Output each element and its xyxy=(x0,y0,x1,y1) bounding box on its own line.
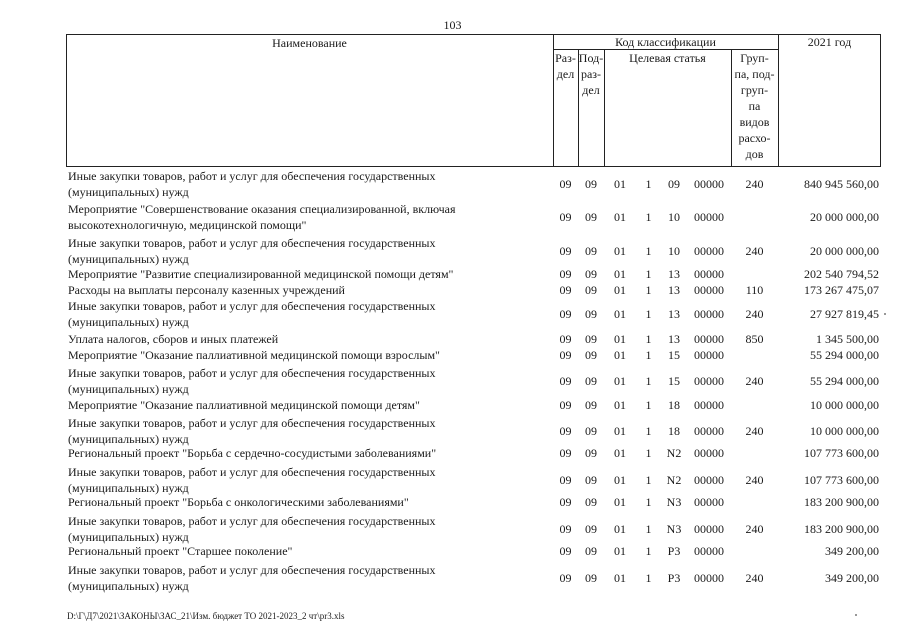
row-cs4: 00000 xyxy=(694,473,724,487)
row-vid: 240 xyxy=(745,424,764,438)
header-group-line: Груп- xyxy=(740,51,769,65)
table-row xyxy=(66,168,905,201)
row-name: Иные закупки товаров, работ и услуг для обеспечения государственных (муниципальных) нужд xyxy=(68,366,436,396)
header-podrazdel-line: дел xyxy=(582,83,600,97)
row-cs1: 01 xyxy=(614,398,626,412)
table-row xyxy=(66,331,905,347)
row-name: Иные закупки товаров, работ и услуг для обеспечения государственных (муниципальных) нужд xyxy=(68,236,436,266)
row-cs4: 00000 xyxy=(694,267,724,281)
row-amount: 349 200,00 xyxy=(825,571,879,585)
row-name: Мероприятие "Оказание паллиативной медицинской помощи взрослым" xyxy=(68,348,440,362)
row-cs2: 1 xyxy=(645,473,652,487)
header-border-left xyxy=(66,34,67,167)
row-amount: 27 927 819,45 xyxy=(810,307,879,321)
row-cs4: 00000 xyxy=(694,374,724,388)
header-name: Наименование xyxy=(272,36,347,50)
row-cs3: P3 xyxy=(667,544,681,558)
row-razdel: 09 xyxy=(559,424,572,438)
row-amount: 55 294 000,00 xyxy=(810,374,879,388)
header-group-line: груп- xyxy=(740,83,769,97)
row-name: Иные закупки товаров, работ и услуг для обеспечения государственных (муниципальных) нужд xyxy=(68,563,436,593)
row-name: Иные закупки товаров, работ и услуг для обеспечения государственных (муниципальных) нужд xyxy=(68,465,436,495)
row-cs2: 1 xyxy=(645,177,652,191)
row-cs3: 13 xyxy=(668,332,680,346)
row-amount: 107 773 600,00 xyxy=(804,446,879,460)
row-cs4: 00000 xyxy=(694,283,724,297)
row-name: Иные закупки товаров, работ и услуг для обеспечения государственных (муниципальных) нужд xyxy=(68,299,436,329)
row-amount: 55 294 000,00 xyxy=(810,348,879,362)
row-cs4: 00000 xyxy=(694,348,724,362)
row-amount: 20 000 000,00 xyxy=(810,210,879,224)
header-border-bottom xyxy=(66,166,881,167)
row-razdel: 09 xyxy=(559,495,572,509)
row-razdel: 09 xyxy=(559,177,572,191)
row-amount: 202 540 794,52 xyxy=(804,267,879,281)
row-name: Региональный проект "Борьба с онкологическими заболеваниями" xyxy=(68,495,409,509)
row-podrazdel: 09 xyxy=(585,571,597,585)
row-razdel: 09 xyxy=(559,283,572,297)
row-amount: 107 773 600,00 xyxy=(804,473,879,487)
row-cs4: 00000 xyxy=(694,522,724,536)
row-amount: 173 267 475,07 xyxy=(804,283,879,297)
scan-speck xyxy=(855,614,857,616)
row-cs2: 1 xyxy=(645,446,652,460)
row-vid: 240 xyxy=(745,473,764,487)
row-cs1: 01 xyxy=(614,348,626,362)
table-row xyxy=(66,445,905,461)
row-razdel: 09 xyxy=(559,522,572,536)
row-razdel: 09 xyxy=(559,446,572,460)
row-cs3: P3 xyxy=(667,571,681,585)
row-cs3: 13 xyxy=(668,283,680,297)
table-row xyxy=(66,464,905,497)
header-podrazdel-line: Под- xyxy=(578,51,604,65)
row-name: Расходы на выплаты персоналу казенных учреждений xyxy=(68,283,345,297)
row-cs1: 01 xyxy=(614,522,626,536)
table-header xyxy=(66,34,881,167)
row-cs3: N2 xyxy=(666,446,682,460)
row-podrazdel: 09 xyxy=(585,283,597,297)
footer-file-path: D:\Г\Д7\2021\ЗАКОНЫ\ЗАС_21\Изм. бюджет ТО 2021-2023_2 чт\pr3.xls xyxy=(67,611,345,621)
table-row xyxy=(66,562,905,595)
table-row xyxy=(66,347,905,363)
row-podrazdel: 09 xyxy=(585,210,597,224)
row-amount: 10 000 000,00 xyxy=(810,398,879,412)
row-razdel: 09 xyxy=(559,210,572,224)
row-cs1: 01 xyxy=(614,571,626,585)
row-podrazdel: 09 xyxy=(585,348,597,362)
page-number: 103 xyxy=(443,18,462,32)
row-cs4: 00000 xyxy=(694,424,724,438)
row-cs3: 10 xyxy=(668,210,680,224)
row-name: Региональный проект "Старшее поколение" xyxy=(68,544,293,558)
row-cs1: 01 xyxy=(614,374,626,388)
header-target-article: Целевая статья xyxy=(629,51,706,65)
row-cs2: 1 xyxy=(645,332,652,346)
header-border-right xyxy=(880,34,881,167)
table-row xyxy=(66,397,905,413)
row-amount: 20 000 000,00 xyxy=(810,244,879,258)
row-amount: 10 000 000,00 xyxy=(810,424,879,438)
row-cs1: 01 xyxy=(614,544,626,558)
row-razdel: 09 xyxy=(559,267,572,281)
header-group-line: па xyxy=(748,99,761,113)
row-vid: 240 xyxy=(745,307,764,321)
row-podrazdel: 09 xyxy=(585,424,597,438)
table-row xyxy=(66,201,905,234)
row-cs3: 18 xyxy=(668,424,680,438)
row-cs1: 01 xyxy=(614,446,626,460)
row-cs1: 01 xyxy=(614,177,626,191)
row-vid: 240 xyxy=(745,244,764,258)
row-podrazdel: 09 xyxy=(585,307,597,321)
header-group-line: па, под- xyxy=(734,67,775,81)
header-year: 2021 год xyxy=(807,35,852,49)
row-cs4: 00000 xyxy=(694,495,724,509)
row-cs2: 1 xyxy=(645,307,652,321)
row-vid: 240 xyxy=(745,374,764,388)
row-name: Уплата налогов, сборов и иных платежей xyxy=(68,332,279,346)
row-cs1: 01 xyxy=(614,307,626,321)
row-cs1: 01 xyxy=(614,283,626,297)
row-cs1: 01 xyxy=(614,267,626,281)
row-amount: 840 945 560,00 xyxy=(804,177,879,191)
row-amount: 183 200 900,00 xyxy=(804,495,879,509)
row-cs2: 1 xyxy=(645,210,652,224)
row-razdel: 09 xyxy=(559,374,572,388)
row-cs4: 00000 xyxy=(694,332,724,346)
row-amount: 183 200 900,00 xyxy=(804,522,879,536)
row-razdel: 09 xyxy=(559,307,572,321)
row-podrazdel: 09 xyxy=(585,374,597,388)
col-divider-group xyxy=(778,34,779,167)
table-row xyxy=(66,266,905,282)
row-name: Региональный проект "Борьба с сердечно-сосудистыми заболеваниями" xyxy=(68,446,437,460)
row-cs4: 00000 xyxy=(694,398,724,412)
row-name: Мероприятие "Совершенствование оказания специализированной, включая высокотехнологичную, медицинской помощи" xyxy=(68,202,456,232)
row-vid: 240 xyxy=(745,571,764,585)
row-cs2: 1 xyxy=(645,348,652,362)
row-cs2: 1 xyxy=(645,571,652,585)
header-podrazdel-line: раз- xyxy=(580,67,602,81)
row-cs4: 00000 xyxy=(694,307,724,321)
row-podrazdel: 09 xyxy=(585,544,597,558)
row-cs3: 09 xyxy=(668,177,680,191)
row-cs4: 00000 xyxy=(694,544,724,558)
row-razdel: 09 xyxy=(559,473,572,487)
row-cs4: 00000 xyxy=(694,177,724,191)
row-razdel: 09 xyxy=(559,332,572,346)
header-razdel xyxy=(553,50,578,82)
row-podrazdel: 09 xyxy=(585,244,597,258)
row-cs3: 15 xyxy=(668,348,680,362)
row-cs1: 01 xyxy=(614,244,626,258)
scan-speck xyxy=(884,313,886,315)
row-name: Иные закупки товаров, работ и услуг для обеспечения государственных (муниципальных) нужд xyxy=(68,514,436,544)
header-group-line: дов xyxy=(745,147,764,161)
table-row xyxy=(66,365,905,398)
row-cs4: 00000 xyxy=(694,446,724,460)
row-razdel: 09 xyxy=(559,571,572,585)
header-podrazdel xyxy=(578,50,604,98)
row-cs3: 15 xyxy=(668,374,680,388)
row-cs2: 1 xyxy=(645,374,652,388)
row-razdel: 09 xyxy=(559,398,572,412)
row-vid: 110 xyxy=(745,283,764,297)
table-row xyxy=(66,494,905,510)
row-cs1: 01 xyxy=(614,210,626,224)
table-row xyxy=(66,543,905,559)
row-cs3: 18 xyxy=(668,398,680,412)
row-cs2: 1 xyxy=(645,267,652,281)
header-razdel-line: Раз- xyxy=(555,51,576,65)
header-classification: Код классификации xyxy=(615,35,716,49)
row-podrazdel: 09 xyxy=(585,177,597,191)
table-row xyxy=(66,513,905,546)
row-podrazdel: 09 xyxy=(585,446,597,460)
row-podrazdel: 09 xyxy=(585,332,597,346)
table-row xyxy=(66,298,905,331)
col-divider-podrazdel xyxy=(604,49,605,167)
table-row xyxy=(66,415,905,448)
row-cs2: 1 xyxy=(645,283,652,297)
row-cs3: 13 xyxy=(668,307,680,321)
row-cs4: 00000 xyxy=(694,244,724,258)
row-cs4: 00000 xyxy=(694,571,724,585)
row-podrazdel: 09 xyxy=(585,495,597,509)
row-cs1: 01 xyxy=(614,495,626,509)
header-group-line: расхо- xyxy=(738,131,771,145)
row-cs1: 01 xyxy=(614,424,626,438)
row-cs3: 13 xyxy=(668,267,680,281)
row-name: Мероприятие "Оказание паллиативной медицинской помощи детям" xyxy=(68,398,420,412)
row-cs3: N3 xyxy=(666,495,682,509)
header-group xyxy=(731,50,778,162)
row-podrazdel: 09 xyxy=(585,398,597,412)
row-cs2: 1 xyxy=(645,522,652,536)
row-amount: 1 345 500,00 xyxy=(816,332,879,346)
row-name: Мероприятие "Развитие специализированной медицинской помощи детям" xyxy=(68,267,454,281)
row-cs2: 1 xyxy=(645,495,652,509)
header-group-line: видов xyxy=(739,115,770,129)
row-cs3: 10 xyxy=(668,244,680,258)
row-cs1: 01 xyxy=(614,332,626,346)
row-name: Иные закупки товаров, работ и услуг для обеспечения государственных (муниципальных) нужд xyxy=(68,169,436,199)
row-vid: 240 xyxy=(745,522,764,536)
row-cs1: 01 xyxy=(614,473,626,487)
row-name: Иные закупки товаров, работ и услуг для обеспечения государственных (муниципальных) нужд xyxy=(68,416,436,446)
row-cs2: 1 xyxy=(645,544,652,558)
row-vid: 850 xyxy=(745,332,764,346)
row-vid: 240 xyxy=(745,177,764,191)
table-row xyxy=(66,235,905,268)
row-podrazdel: 09 xyxy=(585,267,597,281)
row-razdel: 09 xyxy=(559,348,572,362)
row-cs3: N2 xyxy=(666,473,682,487)
row-podrazdel: 09 xyxy=(585,473,597,487)
row-cs2: 1 xyxy=(645,244,652,258)
row-razdel: 09 xyxy=(559,544,572,558)
table-row xyxy=(66,282,905,298)
row-podrazdel: 09 xyxy=(585,522,597,536)
header-razdel-line: дел xyxy=(556,67,575,81)
row-cs3: N3 xyxy=(666,522,682,536)
row-razdel: 09 xyxy=(559,244,572,258)
row-cs4: 00000 xyxy=(694,210,724,224)
row-cs2: 1 xyxy=(645,398,652,412)
row-cs2: 1 xyxy=(645,424,652,438)
row-amount: 349 200,00 xyxy=(825,544,879,558)
